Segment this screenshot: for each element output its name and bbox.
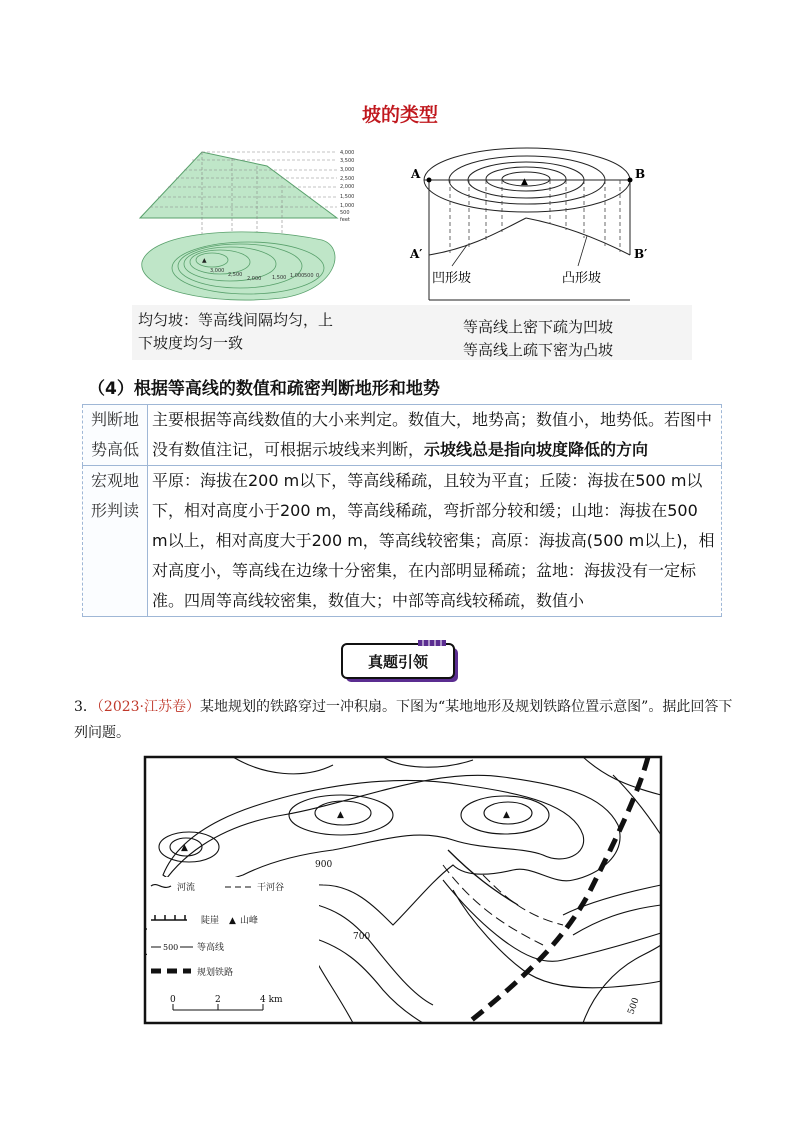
contour-value: 2,500 xyxy=(228,272,243,278)
row-content: 主要根据等高线数值的大小来判定。数值大，地势高；数值小，地势低。若图中没有数值注记，可根据示坡线来判断，示坡线总是指向坡度降低的方向 xyxy=(148,405,722,466)
contour-value: 1,500 xyxy=(272,275,287,281)
elev-tick: 3,000 xyxy=(340,167,355,173)
right-figure-caption: 等高线上密下疏为凹坡 等高线上疏下密为凸坡 xyxy=(463,318,614,359)
contour-map xyxy=(142,232,335,300)
legend-river: 河流 xyxy=(177,883,196,893)
peak-legend-icon: ▲ xyxy=(229,916,236,926)
section-heading: （4）根据等高线的数值和疏密判断地形和地势 xyxy=(88,379,440,399)
page-title: 坡的类型 xyxy=(361,104,438,126)
elev-tick: 4,000 xyxy=(340,150,355,156)
peak-icon: ▲ xyxy=(503,810,510,820)
legend-contour-sample: 500 xyxy=(163,943,179,952)
contour-value: 2,000 xyxy=(247,276,262,282)
contour-value: 0 xyxy=(316,273,320,279)
table-row xyxy=(83,405,722,466)
map-legend xyxy=(147,877,319,1019)
peak-icon: ▲ xyxy=(337,810,344,820)
peak-icon: ▲ xyxy=(181,843,188,853)
elev-tick: 1,000 xyxy=(340,203,355,209)
elev-tick: 500 xyxy=(340,210,350,216)
badge-label: 真题引领 xyxy=(367,653,429,671)
elev-tick: 2,000 xyxy=(340,184,355,190)
bold-emphasis: 示坡线总是指向坡度降低的方向 xyxy=(424,440,649,459)
elev-tick: 1,500 xyxy=(340,194,355,200)
left-figure-caption: 均匀坡：等高线间隔均匀，上 下坡度均匀一致 xyxy=(138,311,334,352)
label-b: B xyxy=(635,167,646,181)
concave-convex-diagram xyxy=(409,148,647,300)
legend-peak: 山峰 xyxy=(240,916,259,926)
scale-tick: 4 km xyxy=(260,995,283,1005)
terrain-railway-map xyxy=(143,755,663,1025)
question-text: 3．（2023·江苏卷）某地规划的铁路穿过一冲积扇。下图为“某地地形及规划铁路位置示意图”。据此回答下列问题。 xyxy=(74,699,733,741)
legend-railway: 规划铁路 xyxy=(197,968,234,978)
label-b-prime: B′ xyxy=(634,247,648,261)
contour-value: 3,000 xyxy=(210,268,225,274)
svg-text:▲: ▲ xyxy=(202,257,207,264)
contour-label-500: 500 xyxy=(626,996,642,1017)
convex-slope-label: 凸形坡 xyxy=(562,271,602,286)
elev-tick: 2,500 xyxy=(340,176,355,182)
legend-dry-valley: 干河谷 xyxy=(257,883,285,893)
section-badge xyxy=(340,640,460,684)
svg-text:▲: ▲ xyxy=(521,177,528,187)
contour-value: 500 xyxy=(304,273,314,279)
concave-slope-label: 凹形坡 xyxy=(432,271,472,286)
row-label: 判断地 势高低 xyxy=(83,405,148,466)
table-row xyxy=(83,466,722,617)
elev-tick: feet xyxy=(340,217,350,223)
scale-tick: 2 xyxy=(215,995,221,1005)
row-content: 平原：海拔在200 m以下，等高线稀疏，且较为平直；丘陵：海拔在500 m以下，相对高度小于200 m，等高线稀疏，弯折部分较和缓；山地：海拔在500 m以上，相对高度大于200 m，等高线较密集；高原：海拔高(500 m以上)，相对高度小，等高线在边缘十分密集，在内部明显稀疏；盆地：海拔没有一定标准。四周等高线较密集，数值大；中部等高线较稀疏，数值小 xyxy=(148,466,722,617)
row-label: 宏观地 形判读 xyxy=(83,466,148,617)
elev-tick: 3,500 xyxy=(340,158,355,164)
legend-cliff: 陡崖 xyxy=(201,916,220,926)
uniform-slope-diagram xyxy=(140,150,354,300)
contour-value: 1,000 xyxy=(290,273,305,279)
question-source: （2023·江苏卷） xyxy=(96,699,201,715)
contour-label-700: 700 xyxy=(353,932,371,942)
label-a: A xyxy=(411,167,421,181)
contour-label-900: 900 xyxy=(315,860,333,870)
terrain-judgement-table xyxy=(82,404,722,617)
label-a-prime: A′ xyxy=(410,247,423,261)
legend-contour: 等高线 xyxy=(197,943,225,953)
mountain-profile xyxy=(140,152,337,218)
scale-tick: 0 xyxy=(170,995,176,1005)
